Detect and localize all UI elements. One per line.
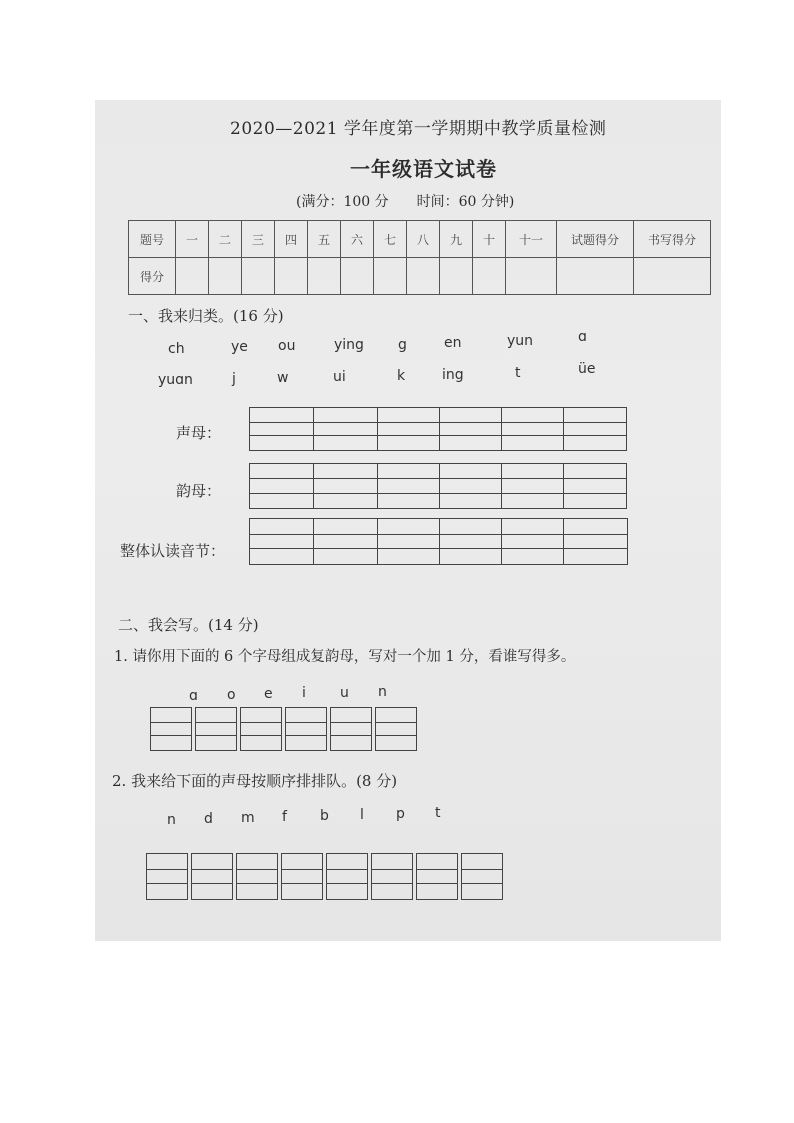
letter-item: ɑ — [189, 688, 198, 704]
score-col-header: 三 — [242, 221, 275, 258]
score-cell[interactable] — [634, 258, 711, 295]
letter-item: p — [396, 806, 405, 822]
letter-item: l — [360, 807, 364, 823]
writing-cell[interactable] — [191, 853, 233, 900]
writing-cell[interactable] — [314, 408, 378, 450]
writing-cell[interactable] — [240, 707, 282, 751]
label-shengmu: 声母： — [176, 424, 222, 442]
score-col-header: 书写得分 — [634, 221, 711, 258]
writing-cell[interactable] — [195, 707, 237, 751]
writing-cell[interactable] — [250, 408, 314, 450]
score-table-header-row — [129, 221, 711, 258]
writing-cell[interactable] — [461, 853, 503, 900]
pinyin-item: ying — [334, 337, 364, 353]
pinyin-item: ye — [231, 339, 248, 355]
label-zhengti-rendu: 整体认读音节： — [120, 542, 226, 560]
exam-subtitle: (满分：100 分 时间：60 分钟) — [296, 194, 515, 210]
exam-title-line1: 2020—2021 学年度第一学期期中教学质量检测 — [230, 119, 607, 139]
score-cell[interactable] — [440, 258, 473, 295]
writing-cell[interactable] — [285, 707, 327, 751]
letter-item: d — [204, 811, 213, 827]
writing-cell[interactable] — [378, 519, 440, 564]
writing-cell[interactable] — [314, 464, 378, 508]
letter-item: m — [241, 810, 255, 826]
score-cell[interactable] — [275, 258, 308, 295]
pinyin-item: j — [232, 371, 236, 387]
pinyin-item: ing — [442, 367, 464, 383]
writing-cell[interactable] — [236, 853, 278, 900]
score-cell[interactable] — [341, 258, 374, 295]
writing-cell[interactable] — [150, 707, 192, 751]
pinyin-item: ɑ — [578, 329, 587, 345]
question2-text: 2. 我来给下面的声母按顺序排排队。(8 分) — [112, 772, 398, 790]
score-col-header: 四 — [275, 221, 308, 258]
pinyin-item: w — [277, 370, 289, 386]
zhengti-writing-grid[interactable] — [249, 518, 628, 565]
pinyin-item: ui — [333, 369, 346, 385]
letter-item: n — [378, 684, 387, 700]
writing-cell[interactable] — [378, 464, 440, 508]
writing-cell[interactable] — [371, 853, 413, 900]
pinyin-item: ou — [278, 338, 296, 354]
score-cell[interactable] — [308, 258, 341, 295]
writing-cell[interactable] — [326, 853, 368, 900]
score-cell[interactable] — [506, 258, 557, 295]
score-table-row-label: 题号 — [129, 221, 176, 258]
letter-item: e — [264, 686, 273, 702]
score-cell[interactable] — [374, 258, 407, 295]
q1-writing-boxes[interactable] — [150, 707, 417, 751]
label-yunmu: 韵母： — [176, 482, 222, 500]
pinyin-item: g — [398, 337, 407, 353]
writing-cell[interactable] — [440, 464, 502, 508]
letter-item: n — [167, 812, 176, 828]
section1-heading: 一、我来归类。(16 分) — [128, 307, 284, 325]
letter-item: o — [227, 687, 236, 703]
score-col-header: 十一 — [506, 221, 557, 258]
writing-cell[interactable] — [502, 464, 564, 508]
score-col-header: 九 — [440, 221, 473, 258]
writing-cell[interactable] — [250, 464, 314, 508]
writing-cell[interactable] — [375, 707, 417, 751]
writing-cell[interactable] — [502, 519, 564, 564]
writing-cell[interactable] — [330, 707, 372, 751]
q2-writing-boxes[interactable] — [146, 853, 503, 900]
writing-cell[interactable] — [314, 519, 378, 564]
score-col-header: 一 — [176, 221, 209, 258]
pinyin-item: yun — [507, 333, 534, 349]
score-cell[interactable] — [242, 258, 275, 295]
question1-text: 1. 请你用下面的 6 个字母组成复韵母，写对一个加 1 分，看谁写得多。 — [114, 649, 576, 665]
letter-item: b — [320, 808, 329, 824]
pinyin-item: en — [444, 335, 462, 351]
score-col-header: 五 — [308, 221, 341, 258]
writing-cell[interactable] — [378, 408, 440, 450]
pinyin-item: üe — [578, 361, 596, 377]
letter-item: f — [282, 809, 287, 825]
score-table — [128, 220, 711, 295]
writing-cell[interactable] — [416, 853, 458, 900]
score-cell[interactable] — [473, 258, 506, 295]
writing-cell[interactable] — [564, 408, 626, 450]
score-col-header: 七 — [374, 221, 407, 258]
score-cell[interactable] — [407, 258, 440, 295]
pinyin-item: k — [397, 368, 406, 384]
score-cell[interactable] — [209, 258, 242, 295]
score-col-header: 六 — [341, 221, 374, 258]
score-cell[interactable] — [176, 258, 209, 295]
writing-cell[interactable] — [502, 408, 564, 450]
score-col-header: 试题得分 — [557, 221, 634, 258]
writing-cell[interactable] — [250, 519, 314, 564]
writing-cell[interactable] — [564, 519, 627, 564]
pinyin-item: ch — [168, 341, 185, 357]
pinyin-item: yuɑn — [158, 372, 193, 388]
score-col-header: 二 — [209, 221, 242, 258]
writing-cell[interactable] — [440, 519, 502, 564]
section2-heading: 二、我会写。(14 分) — [118, 616, 259, 634]
letter-item: t — [435, 805, 441, 821]
score-col-header: 十 — [473, 221, 506, 258]
yunmu-writing-grid[interactable] — [249, 463, 627, 509]
writing-cell[interactable] — [281, 853, 323, 900]
letter-item: i — [302, 685, 306, 701]
pinyin-item: t — [515, 365, 521, 381]
score-cell[interactable] — [557, 258, 634, 295]
score-table-row-label: 得分 — [129, 258, 176, 295]
score-table-value-row — [129, 258, 711, 295]
writing-cell[interactable] — [440, 408, 502, 450]
letter-item: u — [340, 685, 349, 701]
writing-cell[interactable] — [564, 464, 626, 508]
exam-title-line2: 一年级语文试卷 — [350, 157, 497, 181]
score-col-header: 八 — [407, 221, 440, 258]
shengmu-writing-grid[interactable] — [249, 407, 627, 451]
writing-cell[interactable] — [146, 853, 188, 900]
